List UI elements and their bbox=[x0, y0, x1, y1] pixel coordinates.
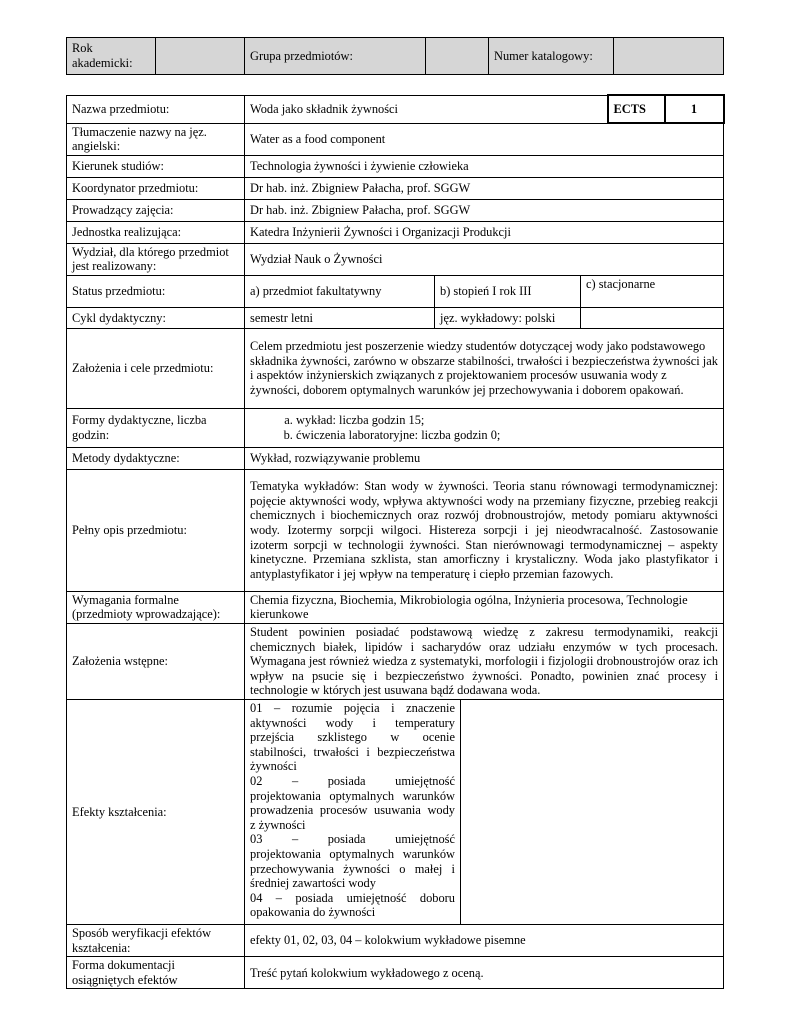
efekty-line: 01 – rozumie pojęcia i znaczenie bbox=[250, 701, 455, 716]
efekty-right bbox=[461, 700, 724, 925]
efekty-line: przechowywania żywności o małej i bbox=[250, 861, 455, 876]
jednostka-label: Jednostka realizująca: bbox=[67, 221, 245, 243]
kierunek-label: Kierunek studiów: bbox=[67, 155, 245, 177]
koordynator-label: Koordynator przedmiotu: bbox=[67, 177, 245, 199]
rok-label: Rok akademicki: bbox=[67, 38, 156, 75]
row-dokumentacja bbox=[67, 957, 724, 989]
cykl-jezyk: jęz. wykładowy: polski bbox=[435, 307, 581, 328]
dokumentacja-label: Forma dokumentacji osiągniętych efektów bbox=[67, 957, 245, 989]
row-cykl bbox=[67, 307, 724, 328]
status-c: c) stacjonarne bbox=[581, 275, 724, 307]
cykl-label: Cykl dydaktyczny: bbox=[67, 307, 245, 328]
jednostka-value: Katedra Inżynierii Żywności i Organizacji Produkcji bbox=[245, 221, 724, 243]
metody-value: Wykład, rozwiązywanie problemu bbox=[245, 447, 724, 469]
row-opis bbox=[67, 469, 724, 591]
weryfikacja-value: efekty 01, 02, 03, 04 – kolokwium wykładowe pisemne bbox=[245, 925, 724, 957]
row-zalozenia-cele bbox=[67, 328, 724, 408]
status-b: b) stopień I rok III bbox=[435, 275, 581, 307]
row-prowadzacy bbox=[67, 199, 724, 221]
formy-list bbox=[250, 413, 718, 442]
efekty-line: projektowania optymalnych warunków bbox=[250, 788, 455, 803]
formy-value bbox=[245, 408, 724, 447]
efekty-line: aktywności wody i temperatury bbox=[250, 715, 455, 730]
prowadzacy-value: Dr hab. inż. Zbigniew Pałacha, prof. SGGW bbox=[245, 199, 724, 221]
nazwa-value: Woda jako składnik żywności bbox=[245, 95, 608, 123]
ects-label: ECTS bbox=[608, 95, 665, 123]
koordynator-value: Dr hab. inż. Zbigniew Pałacha, prof. SGGW bbox=[245, 177, 724, 199]
status-a: a) przedmiot fakultatywny bbox=[245, 275, 435, 307]
grupa-value bbox=[426, 38, 489, 75]
metody-label: Metody dydaktyczne: bbox=[67, 447, 245, 469]
wydzial-label: Wydział, dla którego przedmiot jest realizowany: bbox=[67, 243, 245, 275]
cykl-semestr: semestr letni bbox=[245, 307, 435, 328]
row-metody bbox=[67, 447, 724, 469]
efekty-line: 03 – posiada umiejętność bbox=[250, 832, 455, 847]
prowadzacy-label: Prowadzący zajęcia: bbox=[67, 199, 245, 221]
efekty-line: opakowania do żywności bbox=[250, 905, 376, 920]
efekty-line: średniej zawartości wody bbox=[250, 876, 376, 891]
dokumentacja-value: Treść pytań kolokwium wykładowego z oceną. bbox=[245, 957, 724, 989]
row-wymagania bbox=[67, 591, 724, 623]
numer-value bbox=[614, 38, 724, 75]
wydzial-value: Wydział Nauk o Żywności bbox=[245, 243, 724, 275]
efekty-line: projektowania optymalnych warunków bbox=[250, 847, 455, 861]
efekty-line: 04 – posiada umiejętność doboru bbox=[250, 890, 455, 905]
weryfikacja-label: Sposób weryfikacji efektów kształcenia: bbox=[67, 925, 245, 957]
status-label: Status przedmiotu: bbox=[67, 275, 245, 307]
header-table bbox=[66, 37, 724, 75]
tlumaczenie-value: Water as a food component bbox=[245, 123, 724, 155]
efekty-line: stabilności, trwałości i bezpieczeństwa bbox=[250, 744, 455, 759]
ects-value: 1 bbox=[665, 95, 724, 123]
row-status bbox=[67, 275, 724, 307]
row-weryfikacja bbox=[67, 925, 724, 957]
efekty-line: przejścia szklistego w ocenie bbox=[250, 730, 455, 745]
wymagania-value: Chemia fizyczna, Biochemia, Mikrobiologia ogólna, Inżynieria procesowa, Technologie kierunkowe bbox=[245, 591, 724, 623]
formy-item: a. wykład: liczba godzin 15; bbox=[296, 413, 718, 428]
opis-label: Pełny opis przedmiotu: bbox=[67, 469, 245, 591]
zalozenia-wstepne-value: Student powinien posiadać podstawową wiedzę z zakresu termodynamiki, reakcji chemicznych białek, lipidów i sacharydów oraz udziału enzymów w tych procesach. Wymagana jest również wiedza z systematyki, morfologii i fizjologii drobnoustrojów oraz ich wpływ na psucie się i bezpieczeństwo żywności. Ponadto, powinien znać procesy i technologie w których jest usuwana bądź dodawana woda. bbox=[245, 624, 724, 700]
wymagania-label: Wymagania formalne (przedmioty wprowadzające): bbox=[67, 591, 245, 623]
cykl-empty bbox=[581, 307, 724, 328]
grupa-label: Grupa przedmiotów: bbox=[245, 38, 426, 75]
opis-value: Tematyka wykładów: Stan wody w żywności. Teoria stanu równowagi termodynamicznej: pojęcie aktywności wody, wpływa aktywności wody na przemiany fizyczne, przebieg reakcji chemicznych i biochemicznych oraz rozwój drobnoustrojów, metody pomiaru aktywności wody. Izotermy sorpcji wilgoci. Histereza sorpcji i jej nieodwracalność. Zastosowanie izoterm sorpcji w technologii żywności. Stan nierównowagi termodynamicznej – aspekty kinetyczne. Przemiana szklista, stan amorficzny i krystaliczny. Woda jako plastyfikator i antyplastyfikator i jej wpływ na temperaturę i ciepło przemian fazowych. bbox=[245, 469, 724, 591]
rok-value bbox=[156, 38, 245, 75]
row-zalozenia-wstepne bbox=[67, 624, 724, 700]
row-koordynator bbox=[67, 177, 724, 199]
row-wydzial bbox=[67, 243, 724, 275]
efekty-line: 02 – posiada umiejętność bbox=[250, 774, 455, 789]
efekty-line: z żywności bbox=[250, 817, 306, 832]
numer-label: Numer katalogowy: bbox=[489, 38, 614, 75]
course-table bbox=[66, 94, 725, 989]
efekty-value bbox=[245, 700, 461, 925]
efekty-line: prowadzenia procesów usuwania wody bbox=[250, 803, 455, 818]
row-formy bbox=[67, 408, 724, 447]
zalozenia-cele-value: Celem przedmiotu jest poszerzenie wiedzy studentów dotyczącej wody jako podstawowego składnika żywności, zarówno w obszarze stabilności, trwałości i bezpieczeństwa żywności jak i aspektów inżynierskich związanych z projektowaniem procesów usuwania wody z żywności, doborem optymalnych warunków jej przechowywania i doborem opakowań. bbox=[245, 328, 724, 408]
row-kierunek bbox=[67, 155, 724, 177]
row-jednostka bbox=[67, 221, 724, 243]
formy-item: b. ćwiczenia laboratoryjne: liczba godzin 0; bbox=[296, 428, 718, 443]
nazwa-label: Nazwa przedmiotu: bbox=[67, 95, 245, 123]
row-nazwa bbox=[67, 95, 724, 123]
row-efekty bbox=[67, 700, 724, 925]
row-tlumaczenie bbox=[67, 123, 724, 155]
tlumaczenie-label: Tłumaczenie nazwy na jęz. angielski: bbox=[67, 123, 245, 155]
efekty-line: żywności bbox=[250, 759, 297, 774]
zalozenia-cele-label: Założenia i cele przedmiotu: bbox=[67, 328, 245, 408]
zalozenia-wstepne-label: Założenia wstępne: bbox=[67, 624, 245, 700]
formy-label: Formy dydaktyczne, liczba godzin: bbox=[67, 408, 245, 447]
efekty-label: Efekty kształcenia: bbox=[67, 700, 245, 925]
kierunek-value: Technologia żywności i żywienie człowieka bbox=[245, 155, 724, 177]
